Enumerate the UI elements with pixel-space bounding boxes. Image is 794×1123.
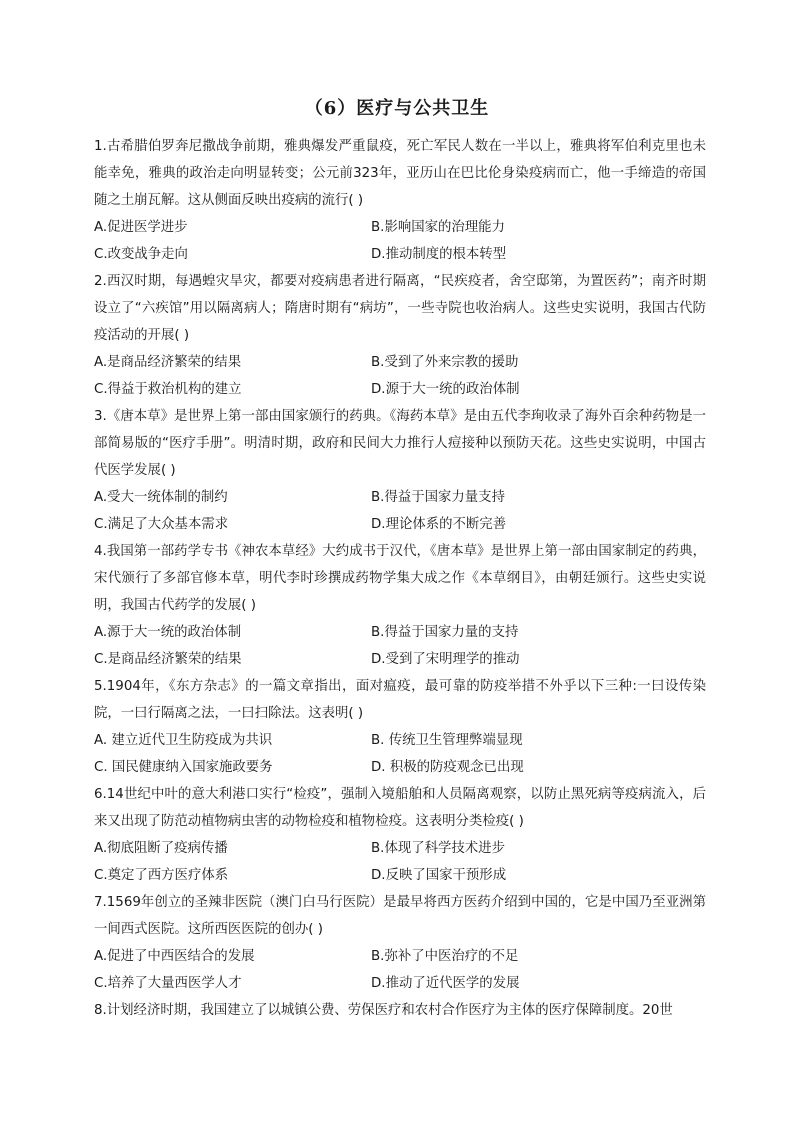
option-a: A.是商品经济繁荣的结果 xyxy=(94,355,242,370)
option-a: A.促进医学进步 xyxy=(94,220,188,235)
option-c: C.培养了大量西医学人才 xyxy=(94,976,242,991)
option-d: D.推动了近代医学的发展 xyxy=(371,976,520,991)
option-a: A.促进了中西医结合的发展 xyxy=(94,949,255,964)
option-b: B.得益于国家力量的支持 xyxy=(371,625,519,640)
option-c: C.奠定了西方医疗体系 xyxy=(94,868,229,883)
option-a: A. 建立近代卫生防疫成为共识 xyxy=(94,733,273,748)
option-b: B.影响国家的治理能力 xyxy=(371,220,505,235)
question-stem: 5.1904年，《东方杂志》的一篇文章指出，面对瘟疫，最可靠的防疫举措不外乎以下三种:一曰设传染院，一曰行隔离之法，一曰扫除法。这表明( ) xyxy=(94,679,706,721)
option-list xyxy=(94,484,706,538)
question-7 xyxy=(94,889,706,997)
question-stem: 3.《唐本草》是世界上第一部由国家颁行的药典。《海药本草》是由五代李珣收录了海外百余种药物是一部简易版的“医疗手册”。明清时期，政府和民间大力推行人痘接种以预防天花。这些史实说明，中国古代医学发展( ) xyxy=(94,409,706,478)
question-stem: 6.14世纪中叶的意大利港口实行“检疫”，强制入境船舶和人员隔离观察，以防止黑死病等疫病流入，后来又出现了防范动植物病虫害的动物检疫和植物检疫。这表明分类检疫( ) xyxy=(94,787,706,829)
option-a: A.彻底阻断了疫病传播 xyxy=(94,841,228,856)
option-list xyxy=(94,619,706,673)
option-list xyxy=(94,727,706,781)
option-list xyxy=(94,943,706,997)
question-stem: 7.1569年创立的圣辣非医院（澳门白马行医院）是最早将西方医药介绍到中国的，它是中国乃至亚洲第一间西式医院。这所西医医院的创办( ) xyxy=(94,895,706,937)
question-1 xyxy=(94,133,706,268)
option-b: B.受到了外来宗教的援助 xyxy=(371,355,519,370)
option-d: D.受到了宋明理学的推动 xyxy=(371,652,520,667)
option-a: A.源于大一统的政治体制 xyxy=(94,625,242,640)
option-list xyxy=(94,835,706,889)
question-stem: 1.古希腊伯罗奔尼撒战争前期，雅典爆发严重鼠疫，死亡军民人数在一半以上，雅典将军伯利克里也未能幸免，雅典的政治走向明显转变；公元前323年，亚历山在巴比伦身染疫病而亡，他一手缔造的帝国随之土崩瓦解。这从侧面反映出疫病的流行( ) xyxy=(94,139,706,208)
question-6 xyxy=(94,781,706,889)
question-5 xyxy=(94,673,706,781)
question-3 xyxy=(94,403,706,538)
question-2 xyxy=(94,268,706,403)
option-b: B.得益于国家力量支持 xyxy=(371,490,505,505)
question-stem: 4.我国第一部药学专书《神农本草经》大约成书于汉代，《唐本草》是世界上第一部由国家制定的药典，宋代颁行了多部官修本草，明代李时珍撰成药物学集大成之作《本草纲目》，由朝廷颁行。这些史实说明，我国古代药学的发展( ) xyxy=(94,544,706,613)
option-c: C.是商品经济繁荣的结果 xyxy=(94,652,242,667)
option-list xyxy=(94,214,706,268)
option-b: B. 传统卫生管理弊端显现 xyxy=(371,733,523,748)
option-b: B.体现了科学技术进步 xyxy=(371,841,505,856)
option-b: B.弥补了中医治疗的不足 xyxy=(371,949,519,964)
option-d: D.源于大一统的政治体制 xyxy=(371,382,520,397)
option-d: D. 积极的防疫观念已出现 xyxy=(371,760,524,775)
question-stem: 8.计划经济时期，我国建立了以城镇公费、劳保医疗和农村合作医疗为主体的医疗保障制度。20世 xyxy=(94,1003,673,1018)
question-8 xyxy=(94,997,706,1024)
option-c: C.得益于救治机构的建立 xyxy=(94,382,242,397)
option-d: D.反映了国家干预形成 xyxy=(371,868,507,883)
question-list xyxy=(94,133,706,1024)
option-d: D.理论体系的不断完善 xyxy=(371,517,507,532)
option-c: C.满足了大众基本需求 xyxy=(94,517,229,532)
option-a: A.受大一统体制的制约 xyxy=(94,490,228,505)
option-d: D.推动制度的根本转型 xyxy=(371,247,507,262)
page-title: （6）医疗与公共卫生 xyxy=(304,98,490,119)
question-stem: 2.西汉时期，每遇蝗灾旱灾，都要对疫病患者进行隔离，“民疾疫者，舍空邸第，为置医药”；南齐时期设立了“六疾馆”用以隔离病人；隋唐时期有“病坊”，一些寺院也收治病人。这些史实说明，我国古代防疫活动的开展( ) xyxy=(94,274,706,343)
question-4 xyxy=(94,538,706,673)
option-c: C.改变战争走向 xyxy=(94,247,188,262)
option-c: C. 国民健康纳入国家施政要务 xyxy=(94,760,273,775)
option-list xyxy=(94,349,706,403)
